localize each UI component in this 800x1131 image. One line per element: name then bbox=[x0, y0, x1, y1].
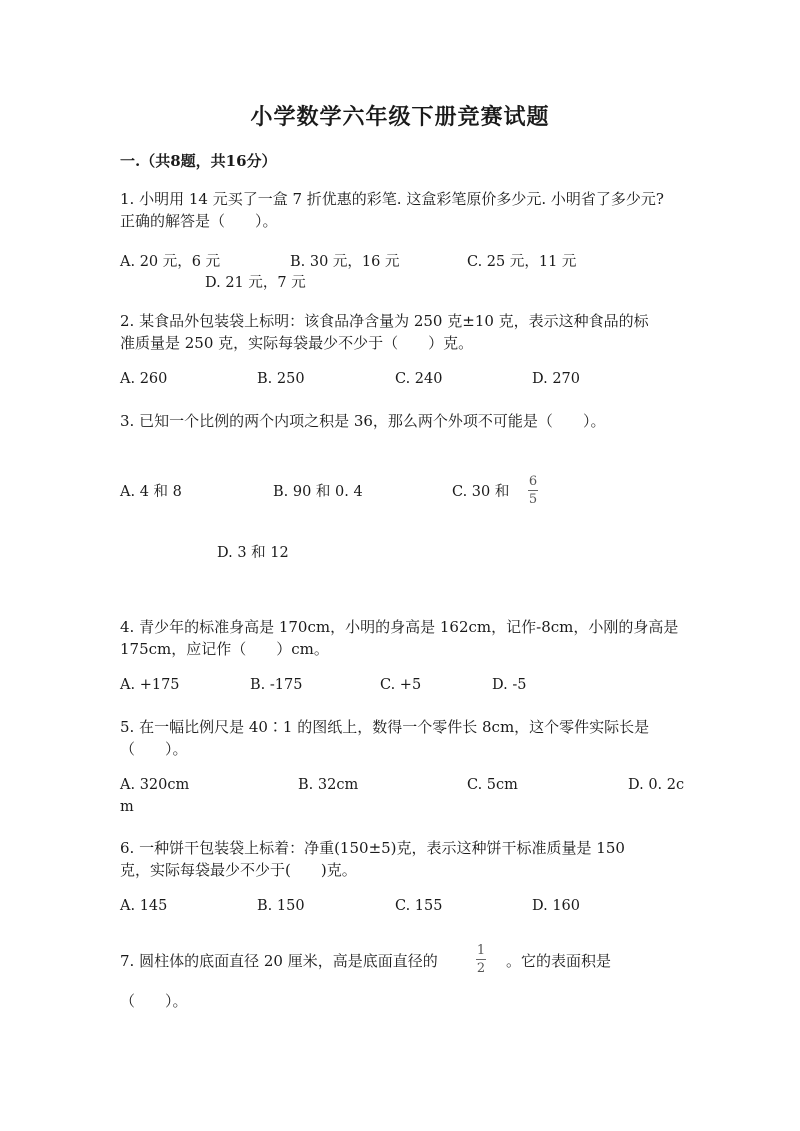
question-5-option-d-wrap: m bbox=[120, 799, 134, 815]
question-5-option-c[interactable]: C. 5cm bbox=[467, 777, 518, 793]
question-7-fraction bbox=[476, 944, 486, 975]
question-2-option-b[interactable]: B. 250 bbox=[257, 371, 305, 387]
question-6-option-a[interactable]: A. 145 bbox=[120, 898, 168, 914]
question-5-option-b[interactable]: B. 32cm bbox=[298, 777, 359, 793]
fraction-denominator: 5 bbox=[528, 492, 538, 507]
fraction-numerator: 1 bbox=[476, 943, 486, 958]
question-7-line-1-start: 7. 圆柱体的底面直径 20 厘米，高是底面直径的 bbox=[120, 952, 438, 970]
question-1-option-c[interactable]: C. 25 元，11 元 bbox=[467, 254, 577, 270]
question-4-option-d[interactable]: D. -5 bbox=[492, 677, 527, 693]
question-5-option-d[interactable]: D. 0. 2c bbox=[628, 777, 685, 793]
question-3-option-b[interactable]: B. 90 和 0. 4 bbox=[273, 484, 363, 500]
question-1-line-2: 正确的解答是（ ）。 bbox=[120, 212, 278, 230]
question-6-option-d[interactable]: D. 160 bbox=[532, 898, 581, 914]
fraction-bar bbox=[476, 959, 486, 960]
question-4-option-a[interactable]: A. +175 bbox=[120, 677, 180, 693]
question-2-option-a[interactable]: A. 260 bbox=[120, 371, 168, 387]
question-4-line-1: 4. 青少年的标准身高是 170cm，小明的身高是 162cm，记作-8cm，小刚的身高是 bbox=[120, 618, 679, 636]
question-6-option-b[interactable]: B. 150 bbox=[257, 898, 305, 914]
question-6-line-2: 克，实际每袋最少不少于( )克。 bbox=[120, 861, 357, 879]
question-3-option-a[interactable]: A. 4 和 8 bbox=[120, 484, 182, 500]
question-1-option-b[interactable]: B. 30 元，16 元 bbox=[290, 254, 400, 270]
question-3-option-d[interactable]: D. 3 和 12 bbox=[217, 545, 289, 561]
question-5-line-1: 5. 在一幅比例尺是 40∶1 的图纸上，数得一个零件长 8cm，这个零件实际长是 bbox=[120, 718, 650, 736]
question-1-line-1: 1. 小明用 14 元买了一盒 7 折优惠的彩笔. 这盒彩笔原价多少元. 小明省了多少元? bbox=[120, 190, 664, 208]
question-6-option-c[interactable]: C. 155 bbox=[395, 898, 443, 914]
question-1-option-a[interactable]: A. 20 元，6 元 bbox=[120, 254, 221, 270]
question-4-option-b[interactable]: B. -175 bbox=[250, 677, 303, 693]
question-2-line-1: 2. 某食品外包装袋上标明：该食品净含量为 250 克±10 克，表示这种食品的标 bbox=[120, 312, 649, 330]
question-4-line-2: 175cm，应记作（ ）cm。 bbox=[120, 640, 329, 658]
page-title: 小学数学六年级下册竞赛试题 bbox=[250, 104, 550, 130]
question-2-option-c[interactable]: C. 240 bbox=[395, 371, 443, 387]
section-heading: 一.（共8题，共16分） bbox=[120, 152, 277, 170]
fraction-denominator: 2 bbox=[476, 961, 486, 976]
question-5-line-2: （ ）。 bbox=[120, 740, 188, 758]
question-5-option-a[interactable]: A. 320cm bbox=[120, 777, 190, 793]
fraction-numerator: 6 bbox=[528, 474, 538, 489]
question-2-line-2: 准质量是 250 克，实际每袋最少不少于（ ）克。 bbox=[120, 334, 474, 352]
question-6-line-1: 6. 一种饼干包装袋上标着：净重(150±5)克，表示这种饼干标准质量是 150 bbox=[120, 839, 625, 857]
question-7-line-1-end: 。它的表面积是 bbox=[506, 952, 612, 970]
question-4-option-c[interactable]: C. +5 bbox=[380, 677, 422, 693]
question-3-option-c[interactable]: C. 30 和 bbox=[452, 484, 510, 500]
question-3-fraction bbox=[528, 475, 538, 506]
question-3-line-1: 3. 已知一个比例的两个内项之积是 36，那么两个外项不可能是（ ）。 bbox=[120, 412, 606, 430]
question-2-option-d[interactable]: D. 270 bbox=[532, 371, 581, 387]
question-7-line-2: （ ）。 bbox=[120, 992, 188, 1010]
fraction-bar bbox=[528, 490, 538, 491]
question-1-option-d[interactable]: D. 21 元，7 元 bbox=[205, 275, 306, 291]
